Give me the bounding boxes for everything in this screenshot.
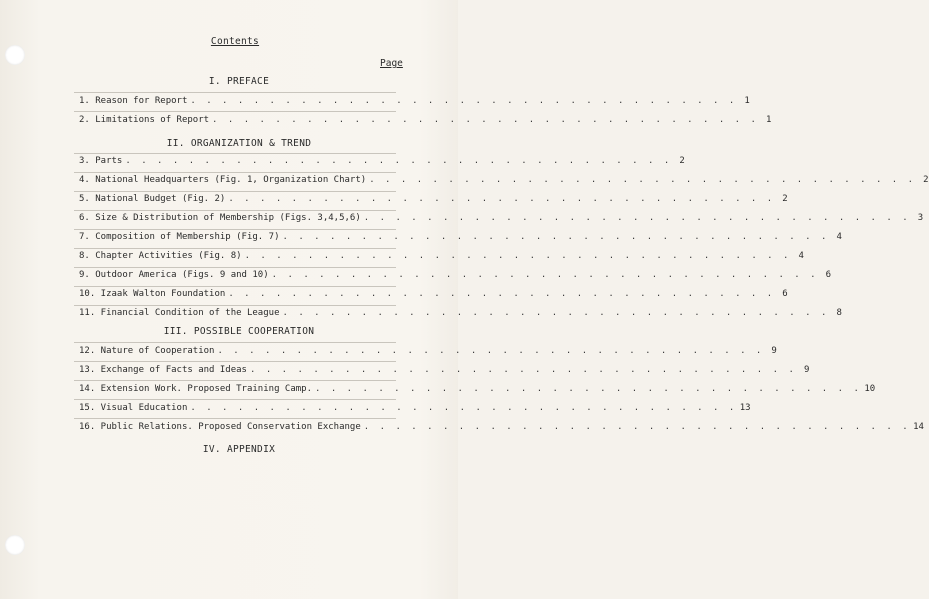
entry-title: 2. Limitations of Report <box>79 115 210 125</box>
leader-dots: . . . . . . . . . . . . . . . . . . . . . . . . . . . . . . . . . . . <box>363 213 911 223</box>
leader-dots: . . . . . . . . . . . . . . . . . . . . . . . . . . . . . . . . . . . <box>228 289 775 299</box>
divider <box>74 111 396 112</box>
entry-title: 13. Exchange of Facts and Ideas <box>79 365 247 375</box>
toc-entry <box>79 156 685 169</box>
entry-title: 8. Chapter Activities (Fig. 8) <box>79 251 242 261</box>
divider <box>74 267 396 268</box>
toc-entry <box>79 289 788 302</box>
leader-dots: . . . . . . . . . . . . . . . . . . . . . . . . . . . . . . . . . . . <box>363 422 911 432</box>
entry-title: 14. Extension Work. Proposed Training Camp. <box>79 384 312 394</box>
section-heading: III. POSSIBLE COOPERATION <box>163 326 315 337</box>
entry-page: 13 <box>739 403 751 413</box>
entry-page: 4 <box>798 251 804 261</box>
entry-page: 3 <box>917 213 924 223</box>
divider <box>74 399 396 400</box>
punch-hole <box>5 535 25 555</box>
divider <box>74 286 396 287</box>
divider <box>74 153 396 154</box>
toc-entry <box>79 270 832 283</box>
toc-entry <box>79 251 804 264</box>
entry-title: 6. Size & Distribution of Membership (Figs. 3,4,5,6) <box>79 213 361 223</box>
leader-dots: . . . . . . . . . . . . . . . . . . . . . . . . . . . . . . . . . . . <box>212 115 759 125</box>
entry-title: 15. Visual Education <box>79 403 188 413</box>
entry-page: 1 <box>766 115 772 125</box>
punch-hole <box>5 45 25 65</box>
divider <box>74 380 396 381</box>
entry-title: 12. Nature of Cooperation <box>79 346 215 356</box>
divider <box>74 172 396 173</box>
entry-title: 1. Reason for Report <box>79 96 188 106</box>
section-heading: II. ORGANIZATION & TREND <box>166 138 312 149</box>
toc-entry <box>79 384 876 397</box>
leader-dots: . . . . . . . . . . . . . . . . . . . . . . . . . . . . . . . . . . . <box>369 175 916 185</box>
divider <box>74 361 396 362</box>
leader-dots: . . . . . . . . . . . . . . . . . . . . . . . . . . . . . . . . . . . <box>190 403 737 413</box>
entry-page: 8 <box>836 308 842 318</box>
leader-dots: . . . . . . . . . . . . . . . . . . . . . . . . . . . . . . . . . . . <box>315 384 862 394</box>
toc-entry <box>79 403 751 416</box>
entry-title: 16. Public Relations. Proposed Conservation Exchange <box>79 422 361 432</box>
divider <box>74 418 396 419</box>
entry-page: 6 <box>782 289 788 299</box>
toc-entry <box>79 96 750 109</box>
entry-title: 3. Parts <box>79 156 123 166</box>
divider <box>74 229 396 230</box>
entry-page: 1 <box>744 96 750 106</box>
toc-entry <box>79 115 772 128</box>
leader-dots: . . . . . . . . . . . . . . . . . . . . . . . . . . . . . . . . . . . <box>125 156 672 166</box>
divider <box>74 191 396 192</box>
page-title: Contents <box>210 36 260 47</box>
entry-title: 11. Financial Condition of the League <box>79 308 280 318</box>
divider <box>74 248 396 249</box>
entry-page: 2 <box>782 194 788 204</box>
toc-entry <box>79 232 842 245</box>
leader-dots: . . . . . . . . . . . . . . . . . . . . . . . . . . . . . . . . . . . <box>244 251 791 261</box>
toc-entry <box>79 213 924 226</box>
entry-page: 2 <box>679 156 685 166</box>
leader-dots: . . . . . . . . . . . . . . . . . . . . . . . . . . . . . . . . . . . <box>190 96 737 106</box>
entry-page: 4 <box>836 232 842 242</box>
leader-dots: . . . . . . . . . . . . . . . . . . . . . . . . . . . . . . . . . . . <box>249 365 797 375</box>
section-heading: I. PREFACE <box>208 76 270 87</box>
entry-title: 5. National Budget (Fig. 2) <box>79 194 226 204</box>
leader-dots: . . . . . . . . . . . . . . . . . . . . . . . . . . . . . . . . . . . <box>228 194 775 204</box>
leader-dots: . . . . . . . . . . . . . . . . . . . . . . . . . . . . . . . . . . . <box>271 270 819 280</box>
page-column-label: Page <box>380 58 403 69</box>
toc-entry <box>79 308 842 321</box>
entry-title: 7. Composition of Membership (Fig. 7) <box>79 232 280 242</box>
entry-page: 9 <box>803 365 810 375</box>
toc-entry <box>79 365 810 378</box>
toc-entry <box>79 422 924 435</box>
divider <box>74 92 396 93</box>
entry-page: 14 <box>913 422 924 432</box>
divider <box>74 210 396 211</box>
entry-title: 9. Outdoor America (Figs. 9 and 10) <box>79 270 269 280</box>
entry-title: 10. Izaak Walton Foundation <box>79 289 226 299</box>
toc-entry <box>79 175 929 188</box>
leader-dots: . . . . . . . . . . . . . . . . . . . . . . . . . . . . . . . . . . . <box>282 232 829 242</box>
entry-page: 9 <box>771 346 777 356</box>
divider <box>74 342 396 343</box>
toc-entry <box>79 194 788 207</box>
entry-title: 4. National Headquarters (Fig. 1, Organization Chart) <box>79 175 367 185</box>
leader-dots: . . . . . . . . . . . . . . . . . . . . . . . . . . . . . . . . . . . <box>282 308 829 318</box>
section-heading: IV. APPENDIX <box>202 444 276 455</box>
leader-dots: . . . . . . . . . . . . . . . . . . . . . . . . . . . . . . . . . . . <box>217 346 764 356</box>
entry-page: 6 <box>825 270 832 280</box>
entry-page: 2 <box>923 175 929 185</box>
divider <box>74 305 396 306</box>
toc-entry <box>79 346 777 359</box>
entry-page: 10 <box>864 384 876 394</box>
